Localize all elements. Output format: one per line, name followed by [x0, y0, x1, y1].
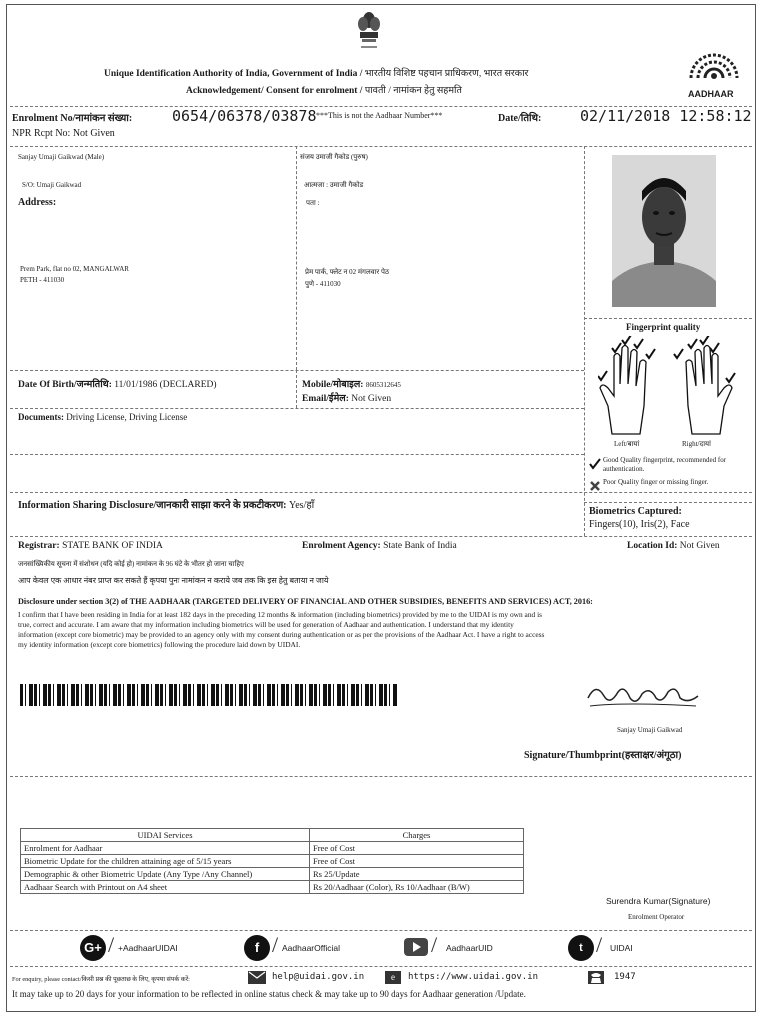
divider: [10, 966, 752, 967]
service-charge: Rs 20/Aadhaar (Color), Rs 10/Aadhaar (B/W): [310, 881, 524, 894]
national-emblem-icon: [355, 10, 383, 54]
biometrics-label: Biometrics Captured:: [589, 506, 682, 517]
fingerprint-title: Fingerprint quality: [626, 322, 701, 332]
divider: [10, 370, 584, 371]
handwritten-signature: [584, 676, 706, 716]
resident-photo: [612, 155, 716, 307]
email-value: Not Given: [351, 394, 392, 404]
left-hand-label: Left/बायां: [614, 440, 640, 448]
agency-value: State Bank of India: [383, 541, 457, 551]
table-header-row: [21, 829, 524, 842]
address-hi-line1: प्रेम पार्क, फ्लेट न 02 मंगलवार पेठ: [305, 268, 390, 276]
hindi-note-2: आप केवल एक आधार नंबर प्राप्त कर सकते हैं कृपया पुनः नामांकन न कराये जब तक कि इस हेतु बताया न जाये: [18, 576, 329, 585]
email-label: Email/ईमेल:: [302, 394, 349, 404]
registrar: [18, 541, 163, 551]
processing-note: It may take up to 20 days for your information to be reflected in online status check & may take up to 90 days for Aadhaar generation /Update.: [12, 989, 526, 999]
helpline-number[interactable]: 1947: [614, 972, 636, 982]
relation-hi: आत्मजा : उमाजी गैकोड: [304, 181, 364, 189]
divider: [10, 536, 752, 537]
email-icon: [248, 971, 266, 984]
address-label-hi: पता :: [306, 199, 320, 207]
separator-slash: /: [431, 932, 438, 957]
right-hand-icon: [668, 336, 738, 436]
help-email[interactable]: help@uidai.gov.in: [272, 972, 365, 982]
web-icon: e: [385, 971, 401, 984]
authority-title: [104, 66, 528, 79]
twitter-handle[interactable]: UIDAI: [610, 943, 633, 953]
enquiry-text: For enquiry, please contact/किसी प्रश्न की पूछताछ के लिए, कृपया संपर्क करें:: [12, 976, 190, 983]
documents-value: Driving License, Driving License: [66, 412, 188, 422]
service-name: Biometric Update for the children attaining age of 5/15 years: [21, 855, 310, 868]
left-hand-icon: [598, 336, 666, 436]
person-photo-icon: [612, 155, 716, 307]
separator-slash: /: [108, 932, 115, 957]
disclosure-heading: Disclosure under section 3(2) of THE AADHAAR (TARGETED DELIVERY OF FINANCIAL AND OTHER SUBSIDIES, BENEFITS AND SERVICES) ACT, 2016:: [18, 597, 593, 606]
location-value: Not Given: [679, 541, 720, 551]
separator-slash: /: [596, 932, 603, 957]
divider: [584, 502, 752, 503]
google-plus-handle[interactable]: +AadhaarUIDAI: [118, 943, 178, 953]
legend-good: Good Quality fingerprint, recommended for authentication.: [603, 456, 727, 473]
info-sharing: [18, 497, 314, 511]
google-plus-icon[interactable]: G+: [80, 935, 106, 961]
services-table: [20, 828, 524, 894]
mobile-label: Mobile/मोबाइल:: [302, 380, 364, 390]
email: [302, 391, 391, 404]
aadhaar-logo-icon: [683, 50, 745, 90]
facebook-handle[interactable]: AadhaarOfficial: [282, 943, 340, 953]
address-hi-line2: पुणे - 411030: [305, 280, 341, 288]
disclosure-line3: information (except core biometric) may be provided to an agency only with my consent during authentication or as per the provisions of the Aadhaar Act. I have a right to access: [18, 630, 545, 639]
biometrics-value: Fingers(10), Iris(2), Face: [589, 519, 690, 530]
service-charge: Rs 25/Update: [310, 868, 524, 881]
divider: [10, 930, 752, 931]
enrolment-agency: [302, 541, 457, 551]
enrolment-label: Enrolment No/नामांकन संख्या:: [12, 113, 133, 124]
divider: [296, 370, 297, 408]
separator-slash: /: [272, 932, 279, 957]
address-en-line2: PETH - 411030: [20, 276, 65, 284]
good-check-icon: [589, 458, 601, 470]
disclosure-line1: I confirm that I have been residing in India for at least 182 days in the preceding 12 months & information (including biometrics) provided by me to the UIDAI is my own and is: [18, 610, 542, 619]
documents-label: Documents:: [18, 412, 64, 422]
relation-en: S/O: Umaji Gaikwad: [22, 181, 82, 189]
dob: [18, 377, 217, 390]
not-aadhaar-note: ***This is not the Aadhaar Number***: [316, 111, 443, 120]
npr-receipt: NPR Rcpt No: Not Given: [12, 128, 115, 139]
aadhaar-logo-text: AADHAAR: [688, 89, 734, 99]
resident-name-hi: संजय उमाजी गैकोड (पुरुष): [300, 153, 368, 161]
disclosure-line2: true, correct and accurate. I am aware that my information including biometrics will be used for generation of Aadhaar and authentication. I understand that my identity: [18, 620, 514, 629]
dob-value: 11/01/1986 (DECLARED): [114, 380, 217, 390]
enrolment-barcode: [20, 684, 398, 706]
legend-poor: Poor Quality finger or missing finger.: [603, 478, 709, 486]
date-label: Date/तिथि:: [498, 113, 542, 124]
documents: [18, 412, 187, 422]
divider: [584, 146, 585, 536]
acknowledgement-title: [186, 83, 462, 96]
divider: [296, 146, 297, 370]
location-id: [627, 541, 720, 551]
table-row: [21, 868, 524, 881]
divider: [584, 318, 752, 319]
acknowledgement-title-en: Acknowledgement/ Consent for enrolment /: [186, 86, 363, 96]
divider: [10, 492, 752, 493]
poor-cross-icon: [589, 480, 601, 492]
twitter-icon[interactable]: t: [568, 935, 594, 961]
signature-label: Signature/Thumbprint(हस्ताक्षर/अंगूठा): [524, 750, 682, 761]
right-hand-label: Right/दायां: [682, 440, 711, 448]
resident-name-en: Sanjay Umaji Gaikwad (Male): [18, 153, 105, 161]
agency-label: Enrolment Agency:: [302, 541, 381, 551]
service-charge: Free of Cost: [310, 842, 524, 855]
authority-title-hi: भारतीय विशिष्ट पहचान प्राधिकरण, भारत सरकार: [364, 69, 529, 79]
operator-name: Surendra Kumar(Signature): [606, 896, 711, 906]
mobile-value: 8605312645: [365, 381, 401, 389]
registrar-label: Registrar:: [18, 541, 60, 551]
column-header: Charges: [310, 829, 524, 842]
divider: [10, 146, 752, 147]
table-row: [21, 881, 524, 894]
divider: [10, 408, 584, 409]
table-row: [21, 855, 524, 868]
divider: [10, 454, 584, 455]
acknowledgement-title-hi: पावती / नामांकन हेतु सहमति: [364, 86, 462, 96]
disclosure-line4: my identity information (except core biometrics) following the procedure laid down by UIDAI.: [18, 640, 301, 649]
service-charge: Free of Cost: [310, 855, 524, 868]
registrar-value: STATE BANK OF INDIA: [62, 541, 163, 551]
enrolment-date: 02/11/2018 12:58:12: [580, 107, 752, 125]
table-row: [21, 842, 524, 855]
column-header: UIDAI Services: [21, 829, 310, 842]
info-sharing-label: Information Sharing Disclosure/जानकारी साझा करने के प्रकटीकरण:: [18, 500, 287, 511]
operator-role: Enrolment Operator: [628, 913, 685, 921]
phone-icon: [588, 971, 604, 984]
enrolment-number: 0654/06378/03878: [172, 107, 317, 125]
youtube-handle[interactable]: AadhaarUID: [446, 943, 493, 953]
youtube-icon[interactable]: [404, 938, 428, 956]
website-link[interactable]: https://www.uidai.gov.in: [408, 972, 539, 982]
signer-name: Sanjay Umaji Gaikwad: [617, 726, 683, 734]
info-sharing-value: Yes/हाँ: [289, 500, 315, 511]
service-name: Demographic & other Biometric Update (Any Type /Any Channel): [21, 868, 310, 881]
address-en-line1: Prem Park, flat no 02, MANGALWAR: [20, 265, 129, 273]
address-label-en: Address:: [18, 197, 57, 208]
facebook-icon[interactable]: f: [244, 935, 270, 961]
location-label: Location Id:: [627, 541, 678, 551]
hindi-note-1: जनसांख्यिकीय सूचना में संशोधन (यदि कोई हो) नामांकन के 96 घंटे के भीतर हो जाना चाहिए: [18, 560, 244, 568]
service-name: Enrolment for Aadhaar: [21, 842, 310, 855]
dob-label: Date Of Birth/जन्मतिथि:: [18, 380, 112, 390]
mobile: [302, 377, 401, 390]
service-name: Aadhaar Search with Printout on A4 sheet: [21, 881, 310, 894]
divider: [10, 776, 752, 777]
authority-title-en: Unique Identification Authority of India, Government of India /: [104, 69, 363, 79]
